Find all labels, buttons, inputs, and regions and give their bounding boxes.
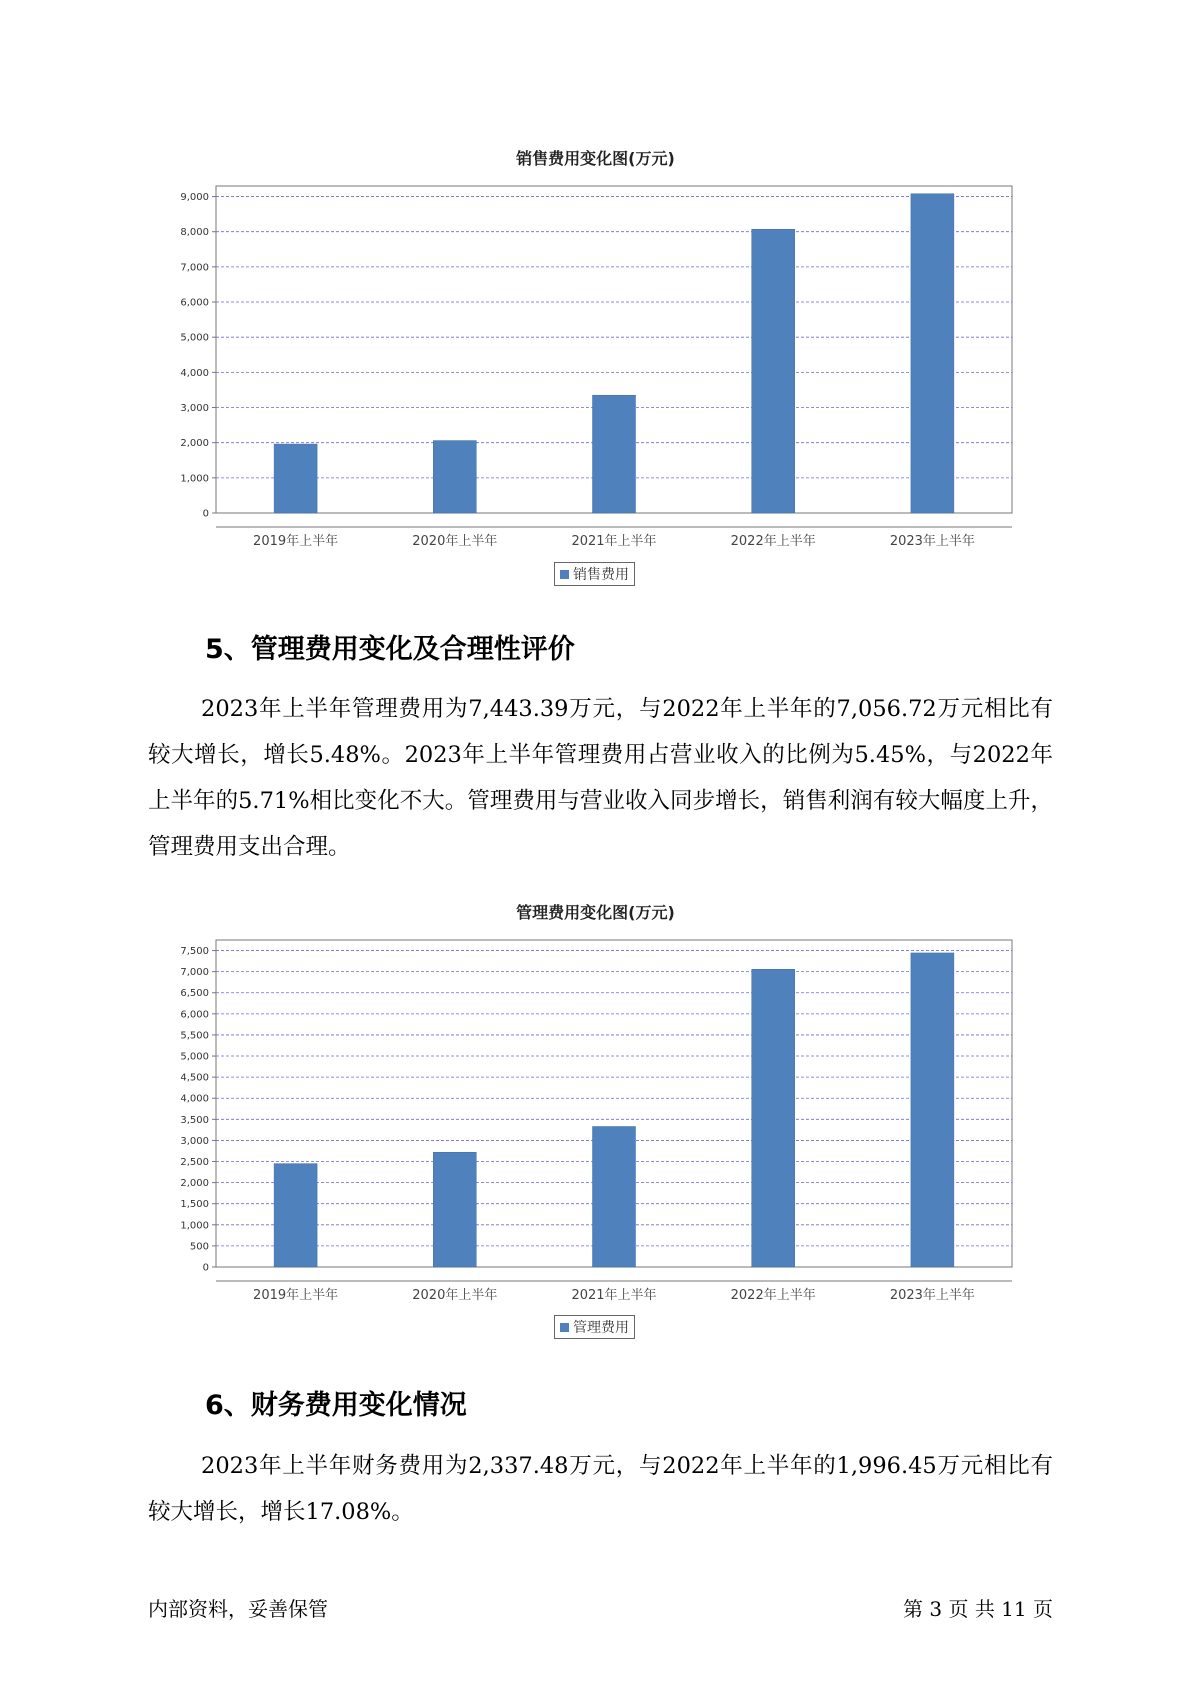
x-tick-label: 2021年上半年: [571, 534, 657, 549]
y-tick-label: 1,500: [180, 1199, 209, 1211]
x-tick-label: 2020年上半年: [412, 534, 498, 549]
paragraph-admin-expense: 2023年上半年管理费用为7,443.39万元，与2022年上半年的7,056.72万元相比有较大增长，增长5.48%。2023年上半年管理费用占营业收入的比例为5.45%，与2022年上半年的5.71%相比变化不大。管理费用与营业收入同步增长，销售利润有较大幅度上升，管理费用支出合理。: [148, 696, 1053, 860]
sales-expense-bar-chart: [160, 178, 1020, 553]
bar-2022年上半年: [752, 969, 795, 1267]
y-tick-label: 7,000: [180, 967, 209, 979]
legend-swatch-icon: [560, 570, 569, 579]
y-tick-label: 9,000: [180, 192, 209, 204]
bar-2020年上半年: [433, 441, 476, 513]
y-tick-label: 3,500: [180, 1114, 209, 1126]
section-heading-finance-expense: 6、财务费用变化情况: [205, 1390, 467, 1421]
y-tick-label: 0: [202, 1262, 209, 1274]
y-tick-label: 6,000: [180, 1009, 209, 1021]
x-tick-label: 2022年上半年: [730, 1288, 816, 1303]
footer-page-number: 第 3 页 共 11 页: [903, 1597, 1053, 1621]
legend-label: 销售费用: [573, 567, 629, 583]
bar-2021年上半年: [593, 1126, 636, 1267]
bar-2022年上半年: [752, 229, 795, 513]
y-tick-label: 6,000: [180, 297, 209, 309]
bar-2019年上半年: [274, 444, 317, 513]
x-tick-label: 2023年上半年: [889, 534, 975, 549]
y-tick-label: 5,000: [180, 332, 209, 344]
y-tick-label: 6,500: [180, 988, 209, 1000]
sales-chart-legend: [554, 562, 635, 586]
x-tick-label: 2021年上半年: [571, 1288, 657, 1303]
paragraph-finance-expense: 2023年上半年财务费用为2,337.48万元，与2022年上半年的1,996.45万元相比有较大增长，增长17.08%。: [148, 1453, 1053, 1525]
admin-chart-legend: [554, 1315, 635, 1339]
x-tick-label: 2019年上半年: [253, 1288, 339, 1303]
y-tick-label: 8,000: [180, 227, 209, 239]
y-tick-label: 5,000: [180, 1051, 209, 1063]
y-tick-label: 3,000: [180, 403, 209, 415]
y-tick-label: 4,000: [180, 1093, 209, 1105]
x-tick-label: 2022年上半年: [730, 534, 816, 549]
footer-confidential-note: 内部资料，妥善保管: [148, 1597, 328, 1621]
y-tick-label: 4,000: [180, 367, 209, 379]
y-tick-label: 7,500: [180, 946, 209, 958]
x-tick-label: 2019年上半年: [253, 534, 339, 549]
bar-2023年上半年: [911, 194, 954, 513]
y-tick-label: 2,000: [180, 438, 209, 450]
y-tick-label: 7,000: [180, 262, 209, 274]
bar-2023年上半年: [911, 953, 954, 1267]
admin-expense-bar-chart: [160, 932, 1020, 1307]
y-tick-label: 3,000: [180, 1135, 209, 1147]
legend-swatch-icon: [560, 1323, 569, 1332]
bar-2021年上半年: [593, 395, 636, 513]
chart-title-sales: 销售费用变化图(万元): [516, 149, 675, 168]
x-tick-label: 2023年上半年: [889, 1288, 975, 1303]
bar-2019年上半年: [274, 1164, 317, 1267]
y-tick-label: 500: [189, 1241, 209, 1253]
y-tick-label: 0: [202, 508, 209, 520]
section-heading-admin-expense: 5、管理费用变化及合理性评价: [205, 634, 575, 665]
y-tick-label: 2,500: [180, 1157, 209, 1169]
x-tick-label: 2020年上半年: [412, 1288, 498, 1303]
y-tick-label: 1,000: [180, 1220, 209, 1232]
chart-title-admin: 管理费用变化图(万元): [516, 903, 675, 922]
legend-label: 管理费用: [573, 1320, 629, 1336]
bar-2020年上半年: [433, 1152, 476, 1267]
y-tick-label: 2,000: [180, 1178, 209, 1190]
y-tick-label: 1,000: [180, 473, 209, 485]
y-tick-label: 4,500: [180, 1072, 209, 1084]
y-tick-label: 5,500: [180, 1030, 209, 1042]
